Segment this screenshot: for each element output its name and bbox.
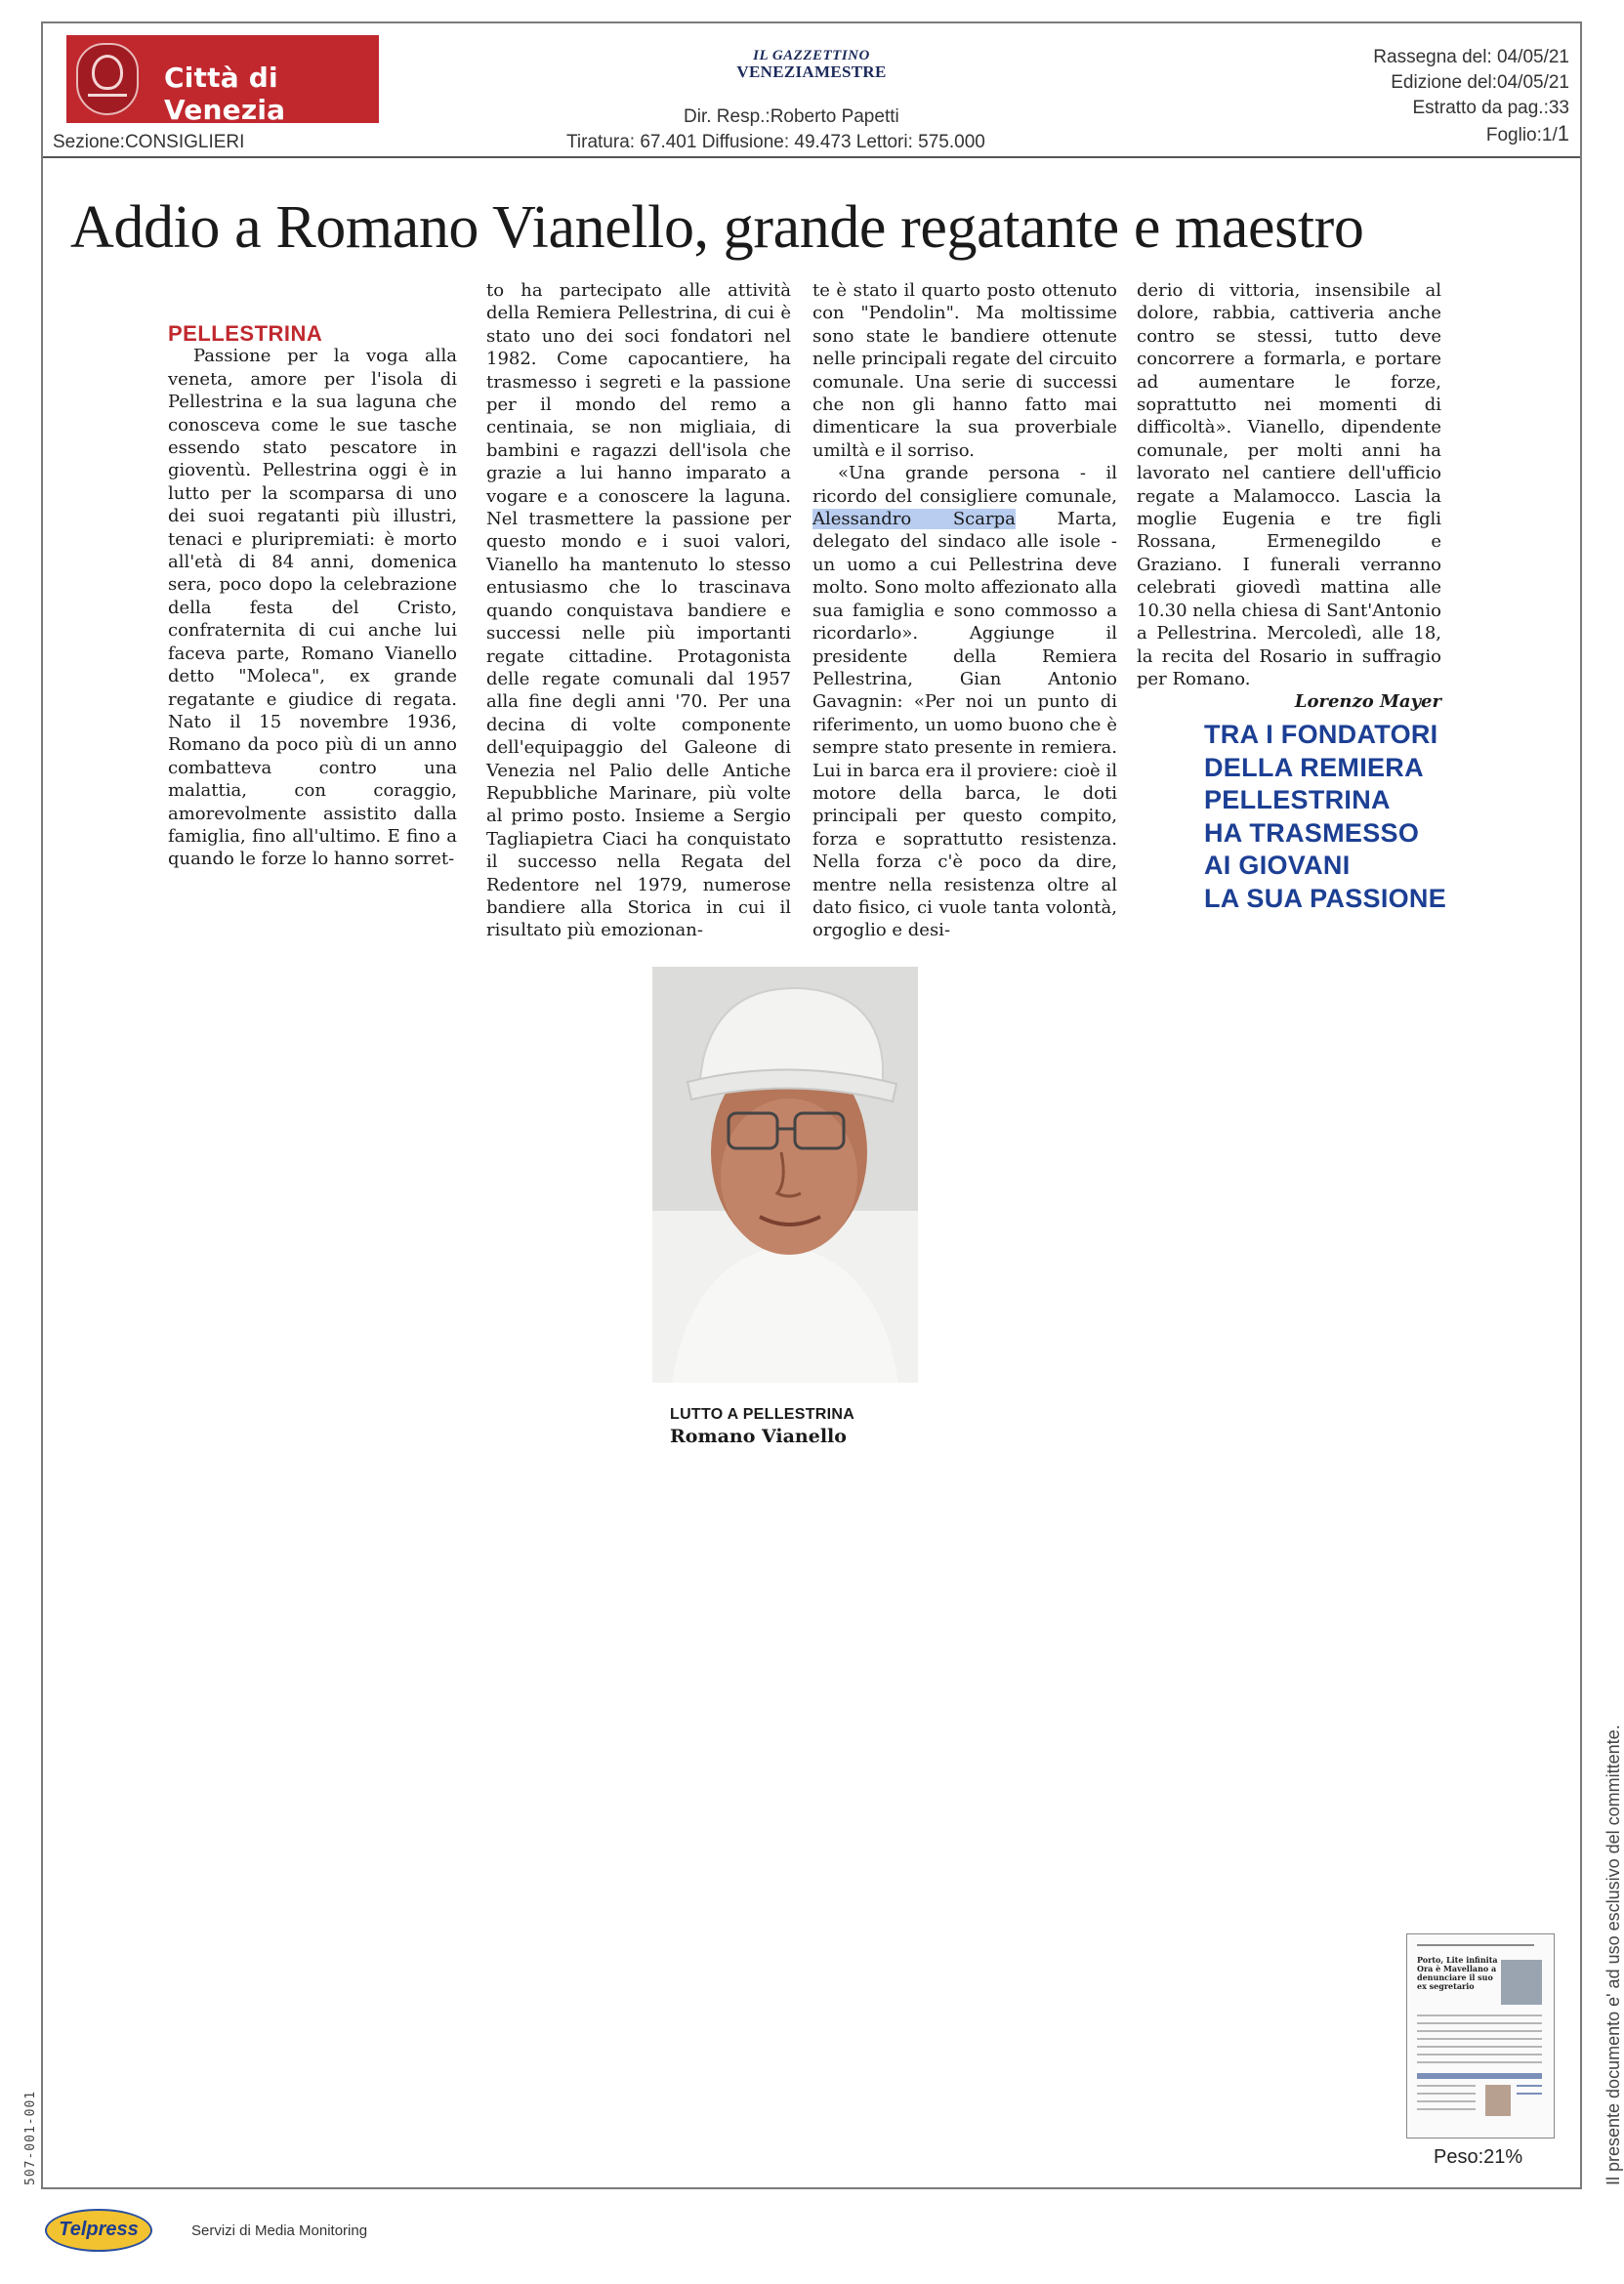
column-2-text: to ha partecipato alle attività della Remiera Pellestrina, di cui è stato uno dei soci fondatori nel 1982. Come capocantiere, ha trasmesso i segreti e la passione per il mondo del remo a centinaia, se non migliaia, di bambini e ragazzi dell'isola che grazie a lui hanno imparato a vogare e a conoscere la laguna. Nel trasmettere la passione per questo mondo e i suoi valori, Vianello ha mantenuto lo stesso entusiasmo che lo trascinava quando conquistava bandiere e successi nelle più importanti regate cittadine. Protagonista delle regate comunali dal 1957 alla fine degli anni '70. Per una decina di volte componente dell'equipaggio del Galeone di Venezia nel Palio delle Antiche Repubbliche Marinare, più volte al primo posto. Insieme a Sergio Tagliapietra Ciaci ha conquistato il successo nella Regata del Redentore nel 1979, numerose bandiere alla Storica in cui il risultato più emozionan-: [486, 280, 791, 941]
author-signature: Lorenzo Mayer: [1294, 691, 1441, 713]
article-column-4: [1137, 279, 1441, 714]
pull-quote-line: HA TRASMESSO: [1204, 817, 1420, 848]
monitoring-service-label: Servizi di Media Monitoring: [191, 2222, 368, 2239]
telpress-logo: [45, 2205, 154, 2256]
quote-body: Marta, delegato del sindaco alle isole - un uomo a cui Pellestrina deve molto. Sono molto affezionato alla sua famiglia e sono commosso a ricordarlo». Aggiunge il presidente della Remiera Pellestrina, Gian Antonio Gavagnin: «Per noi un punto di riferimento, un uomo buono che è sempre stato presente in remiera. Lui in barca era il proviere: cioè il motore della barca, le doti principali per questo compito, forza e soprattutto resistenza. Nella forza c'è poco da dire, mentre nella resistenza oltre al dato fisico, ci vuole tanta volontà, orgoglio e desi-: [812, 509, 1117, 941]
rassegna-date: Rassegna del: 04/05/21: [1373, 47, 1569, 67]
edizione-date: Edizione del:04/05/21: [1391, 72, 1569, 93]
masthead-line1: IL GAZZETTINO: [753, 48, 870, 63]
pull-quote-line: PELLESTRINA: [1204, 785, 1391, 814]
newspaper-masthead: [729, 49, 895, 80]
citta-di-venezia-logo: [66, 35, 379, 126]
logo-text: Città di Venezia: [164, 62, 286, 126]
pull-quote: [1204, 719, 1458, 915]
caption-name: Romano Vianello: [670, 1426, 847, 1447]
article-headline: Addio a Romano Vianello, grande regatante e maestro: [70, 194, 1364, 261]
article-column-1: [168, 322, 457, 871]
pull-quote-line: AI GIOVANI: [1204, 851, 1351, 880]
director-line: Dir. Resp.:Roberto Papetti: [684, 106, 899, 127]
page-thumbnail: [1406, 1933, 1555, 2139]
article-column-2: [486, 279, 791, 942]
masthead-line2: VENEZIAMESTRE: [736, 62, 887, 81]
header-divider: [43, 156, 1580, 158]
photo-caption: [670, 1404, 854, 1447]
column-3-paragraph-2: [812, 462, 1117, 942]
quote-intro: «Una grande persona - il ricordo del consigliere comunale,: [812, 463, 1117, 507]
circulation-line: Tiratura: 67.401 Diffusione: 49.473 Lettori: 575.000: [566, 132, 985, 152]
highlighted-name: Alessandro Scarpa: [812, 509, 1016, 530]
section-label: Sezione:CONSIGLIERI: [53, 132, 245, 152]
pull-quote-line: TRA I FONDATORI: [1204, 720, 1438, 749]
weight-indicator: Peso:21%: [1434, 2146, 1523, 2168]
foglio-info: [1373, 121, 1569, 148]
estratto-page: Estratto da pag.:33: [1412, 98, 1569, 118]
column-4-text: derio di vittoria, insensibile al dolore, rabbia, cattiveria anche contro se stessi, tutto deve concorrere a formarla, e portare ad aumentare le forze, soprattutto nei momenti di difficoltà». Vianello, dipendente comunale, per molti anni ha lavorato nel cantiere dell'ufficio regate a Malamocco. Lascia la moglie Eugenia e tre figli Rossana, Ermenegildo e Graziano. I funerali verranno celebrati giovedì mattina alle 10.30 nella chiesa di Sant'Antonio a Pellestrina. Mercoledì, alle 18, la recita del Rosario in suffragio per Romano.: [1137, 280, 1441, 689]
column-3-paragraph-1: te è stato il quarto posto ottenuto con "Pendolin". Ma moltissime sono state le bandiere ottenute nelle principali regate del circuito comunale. Una serie di successi che non gli hanno fatto mai dimenticare la sua proverbiale umiltà e il sorriso.: [812, 280, 1117, 461]
portrait-photo: [652, 967, 918, 1383]
pull-quote-line: DELLA REMIERA: [1204, 752, 1424, 782]
venice-crest-icon: [76, 43, 139, 115]
press-review-info: [1373, 45, 1569, 148]
usage-disclaimer: Il presente documento e' ad uso esclusivo del committente.: [1603, 1724, 1623, 2185]
thumbnail-title: Porto, Lite infinita Ora è Mavellano a denunciare il suo ex segretario: [1417, 1955, 1498, 1991]
article-column-3: [812, 279, 1117, 942]
column-1-text: Passione per la voga alla veneta, amore per l'isola di Pellestrina e la sua laguna che conosceva come le sue tasche essendo stato pescatore in gioventù. Pellestrina oggi è in lutto per la scomparsa di uno dei suoi regatanti più illustri, tenaci e pluripremiati: è morto all'età di 84 anni, domenica sera, poco dopo la celebrazione della festa del Cristo, confraternita di cui anche lui faceva parte, Romano Vianello detto "Moleca", ex grande regatante e giudice di regata. Nato il 15 novembre 1936, Romano da poco più di un anno combatteva contro una malattia, con coraggio, amorevolmente assistito dalla famiglia, fino all'ultimo. E fino a quando le forze lo hanno sorret-: [168, 346, 457, 870]
foglio-number: 1: [1557, 121, 1569, 145]
article-kicker: PELLESTRINA: [168, 321, 323, 346]
telpress-name: Telpress: [59, 2219, 139, 2240]
document-code: 507-001-001: [23, 2090, 38, 2185]
foglio-label: Foglio:1/: [1485, 125, 1558, 145]
pull-quote-line: LA SUA PASSIONE: [1204, 883, 1447, 913]
caption-kicker: LUTTO A PELLESTRINA: [670, 1406, 855, 1423]
